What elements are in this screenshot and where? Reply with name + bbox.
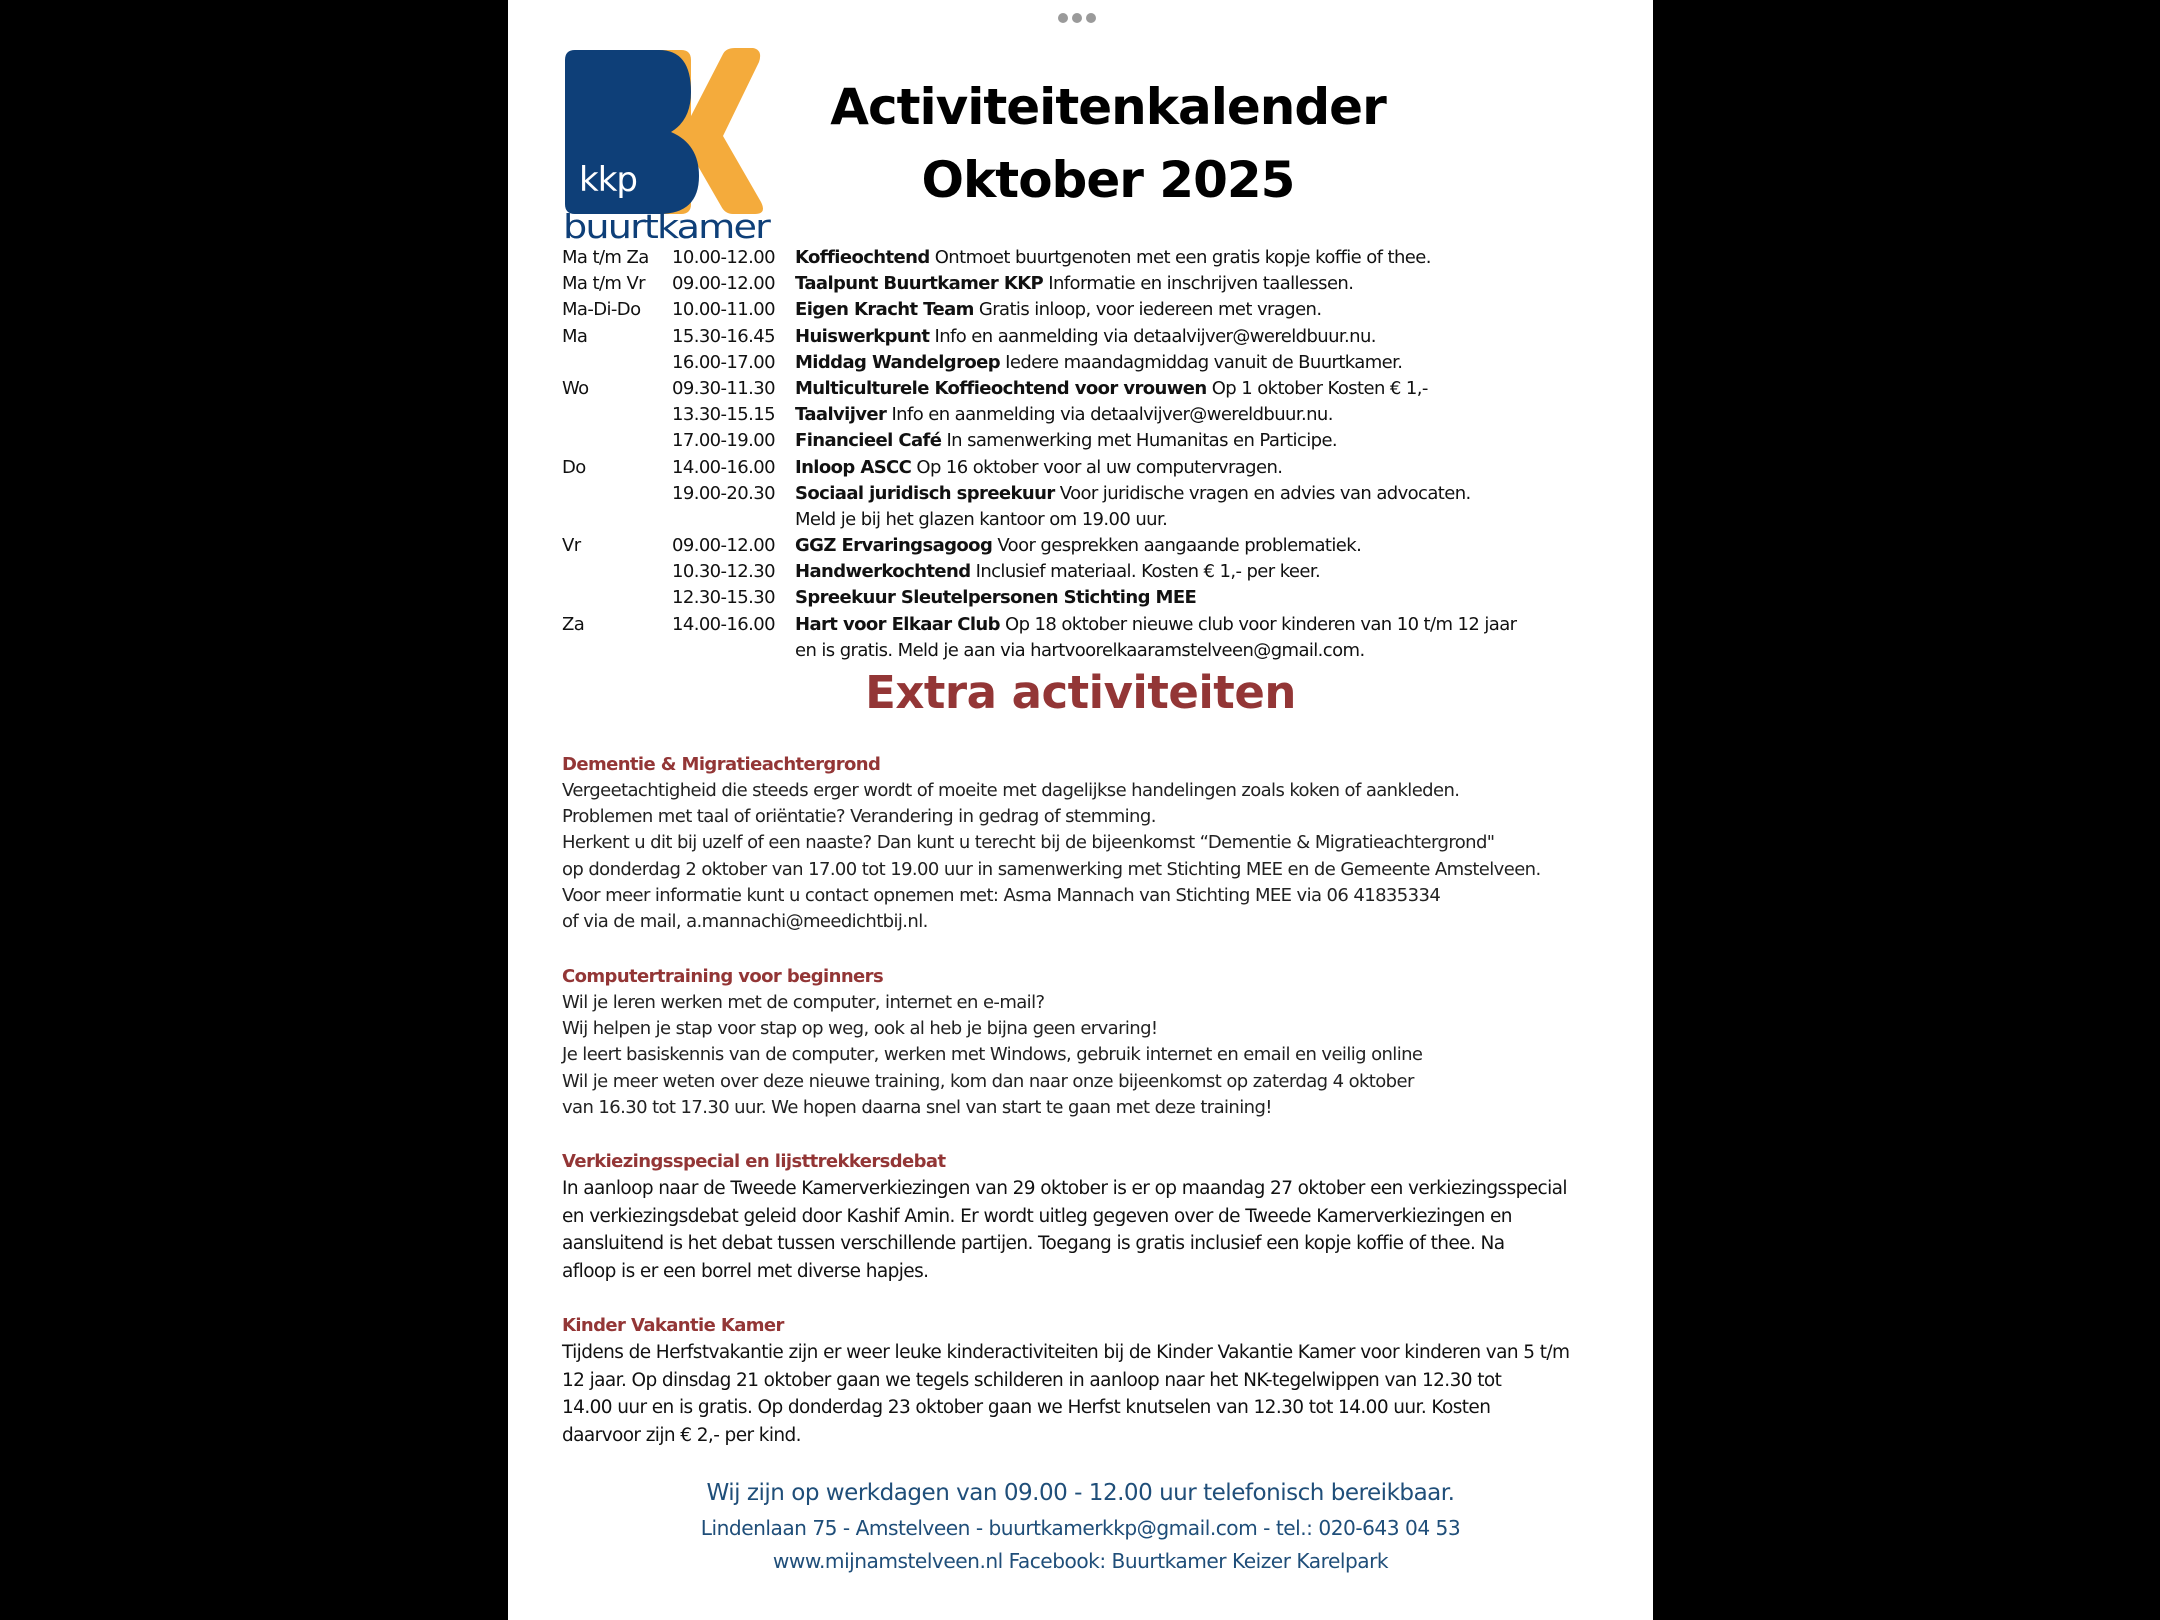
dot <box>1086 13 1096 23</box>
section-line: Herkent u dit bij uzelf of een naaste? Dan kunt u terecht bij de bijeenkomst “Dementie & Migratieachtergrond" <box>562 832 1495 854</box>
schedule-time: 15.30-16.45 <box>672 325 775 347</box>
dot <box>1058 13 1068 23</box>
activity-text: en is gratis. Meld je aan via hartvoorelkaaramstelveen@gmail.com. <box>795 639 1365 661</box>
schedule-time: 09.00-12.00 <box>672 273 775 295</box>
schedule-row <box>562 271 1642 297</box>
section-line: op donderdag 2 oktober van 17.00 tot 19.00 uur in samenwerking met Stichting MEE en de Gemeente Amstelveen. <box>562 858 1541 880</box>
schedule-time: 10.30-12.30 <box>672 561 775 583</box>
activity-title: Spreekuur Sleutelpersonen Stichting MEE <box>795 587 1197 609</box>
schedule-description <box>795 455 1282 481</box>
activity-title: Huiswerkpunt <box>795 325 930 347</box>
schedule-description <box>795 324 1376 350</box>
activity-text: Voor juridische vragen en advies van advocaten. <box>1054 482 1471 504</box>
activity-text: Voor gesprekken aangaande problematiek. <box>992 535 1362 557</box>
schedule-row <box>562 638 1642 664</box>
section-dementie <box>562 752 1642 935</box>
activity-text: Info en aanmelding via detaalvijver@wereldbuur.nu. <box>929 325 1376 347</box>
activity-title: Taalpunt Buurtkamer KKP <box>795 273 1044 295</box>
section-line: aansluitend is het debat tussen verschillende partijen. Toegang is gratis inclusief een kopje koffie of thee. Na <box>562 1233 1505 1254</box>
section-line: van 16.30 tot 17.30 uur. We hopen daarna snel van start te gaan met deze training! <box>562 1096 1272 1118</box>
weekly-schedule <box>562 245 1642 664</box>
activity-text: Info en aanmelding via detaalvijver@wereldbuur.nu. <box>886 404 1333 426</box>
schedule-day: Ma t/m Za <box>562 247 649 268</box>
activity-title: Middag Wandelgroep <box>795 351 1001 373</box>
schedule-time: 09.00-12.00 <box>672 535 775 557</box>
schedule-time: 19.00-20.30 <box>672 482 775 504</box>
activity-text: Op 18 oktober nieuwe club voor kinderen van 10 t/m 12 jaar <box>999 613 1517 635</box>
schedule-row <box>562 350 1642 376</box>
section-line: Wil je leren werken met de computer, internet en e-mail? <box>562 992 1045 1013</box>
schedule-description <box>795 402 1333 428</box>
schedule-description <box>795 612 1516 638</box>
section-line: Tijdens de Herfstvakantie zijn er weer leuke kinderactiviteiten bij de Kinder Vakantie Kamer voor kinderen van 5 t/m <box>562 1342 1570 1363</box>
section-line: Vergeetachtigheid die steeds erger wordt of moeite met dagelijkse handelingen zoals koken of aankleden. <box>562 780 1460 801</box>
section-title: Verkiezingsspecial en lijsttrekkersdebat <box>562 1151 946 1172</box>
activity-title: Koffieochtend <box>795 247 930 268</box>
section-line: afloop is er een borrel met diverse hapjes. <box>562 1260 929 1282</box>
schedule-row <box>562 559 1642 585</box>
activity-title: Handwerkochtend <box>795 561 971 583</box>
section-line: Voor meer informatie kunt u contact opnemen met: Asma Mannach van Stichting MEE via 06 41835334 <box>562 884 1441 906</box>
section-line: Problemen met taal of oriëntatie? Verandering in gedrag of stemming. <box>562 806 1156 828</box>
schedule-day: Do <box>562 456 586 478</box>
footer-web-links: www.mijnamstelveen.nl Facebook: Buurtkamer Keizer Karelpark <box>772 1549 1389 1573</box>
schedule-row <box>562 402 1642 428</box>
footer-phone-hours: Wij zijn op werkdagen van 09.00 - 12.00 uur telefonisch bereikbaar. <box>706 1480 1455 1506</box>
activity-text: Op 16 oktober voor al uw computervragen. <box>911 456 1283 478</box>
activity-text: Meld je bij het glazen kantoor om 19.00 uur. <box>795 508 1168 530</box>
schedule-row <box>562 455 1642 481</box>
section-title: Kinder Vakantie Kamer <box>562 1315 784 1336</box>
buurtkamer-logo <box>563 48 773 242</box>
footer-address: Lindenlaan 75 - Amstelveen - buurtkamerkkp@gmail.com - tel.: 020-643 04 53 <box>700 1516 1461 1540</box>
schedule-row <box>562 612 1642 638</box>
activity-title: Inloop ASCC <box>795 456 912 478</box>
section-computertraining <box>562 964 1642 1121</box>
schedule-time: 10.00-11.00 <box>672 299 775 321</box>
section-line: Wij helpen je stap voor stap op weg, ook al heb je bijna geen ervaring! <box>562 1018 1158 1040</box>
activity-title: Taalvijver <box>795 404 887 426</box>
activity-title: Hart voor Elkaar Club <box>795 613 1000 635</box>
schedule-description <box>795 585 1196 611</box>
schedule-day: Za <box>562 613 585 635</box>
schedule-description <box>795 428 1337 454</box>
page-title: Activiteitenkalender <box>830 78 1386 136</box>
schedule-time: 14.00-16.00 <box>672 613 775 635</box>
schedule-time: 13.30-15.15 <box>672 404 775 426</box>
logo-word-text: buurtkamer <box>563 207 772 242</box>
extra-activities-heading: Extra activiteiten <box>865 666 1296 719</box>
page-subtitle-month: Oktober 2025 <box>921 151 1295 209</box>
section-title: Computertraining voor beginners <box>562 966 884 987</box>
schedule-row <box>562 507 1642 533</box>
schedule-description <box>795 297 1322 323</box>
schedule-description <box>795 638 1365 664</box>
section-line: 12 jaar. Op dinsdag 21 oktober gaan we tegels schilderen in aanloop naar het NK-tegelwippen van 12.30 tot <box>562 1369 1502 1391</box>
schedule-description <box>795 481 1471 507</box>
activity-title: Sociaal juridisch spreekuur <box>795 482 1055 504</box>
section-line: 14.00 uur en is gratis. Op donderdag 23 oktober gaan we Herfst knutselen van 12.30 tot 14.00 uur. Kosten <box>562 1397 1491 1418</box>
schedule-row <box>562 376 1642 402</box>
activity-title: GGZ Ervaringsagoog <box>795 535 993 557</box>
document-page <box>508 0 1653 1620</box>
schedule-description <box>795 376 1428 402</box>
activity-text: Gratis inloop, voor iedereen met vragen. <box>973 299 1322 321</box>
schedule-description <box>795 350 1402 376</box>
schedule-day: Ma <box>562 325 588 347</box>
schedule-description <box>795 271 1353 297</box>
section-line: en verkiezingsdebat geleid door Kashif Amin. Er wordt uitleg gegeven over de Tweede Kamerverkiezingen en <box>562 1205 1512 1227</box>
activity-title: Financieel Café <box>795 430 942 452</box>
section-line: of via de mail, a.mannachi@meedichtbij.nl. <box>562 910 928 932</box>
schedule-description <box>795 507 1167 533</box>
schedule-day: Vr <box>562 535 581 557</box>
schedule-row <box>562 533 1642 559</box>
section-line: Je leert basiskennis van de computer, werken met Windows, gebruik internet en email en veilig online <box>562 1044 1423 1066</box>
schedule-time: 17.00-19.00 <box>672 430 775 452</box>
section-kinder-vakantie-kamer <box>562 1313 1642 1449</box>
schedule-row <box>562 481 1642 507</box>
activity-text: Iedere maandagmiddag vanuit de Buurtkamer. <box>1000 351 1403 373</box>
more-options-icon[interactable] <box>1058 13 1096 23</box>
schedule-time: 09.30-11.30 <box>672 377 775 399</box>
schedule-description <box>795 533 1361 559</box>
section-line: Wil je meer weten over deze nieuwe training, kom dan naar onze bijeenkomst op zaterdag 4 oktober <box>562 1070 1414 1092</box>
schedule-day: Wo <box>562 377 589 399</box>
activity-text: Ontmoet buurtgenoten met een gratis kopje koffie of thee. <box>929 247 1431 268</box>
schedule-day: Ma-Di-Do <box>562 299 641 321</box>
schedule-row <box>562 245 1642 271</box>
schedule-description <box>795 245 1431 271</box>
section-line: daarvoor zijn € 2,- per kind. <box>562 1424 801 1446</box>
activity-text: Op 1 oktober Kosten € 1,- <box>1206 377 1428 399</box>
section-title: Dementie & Migratieachtergrond <box>562 754 881 775</box>
schedule-time: 10.00-12.00 <box>672 247 775 268</box>
schedule-row <box>562 585 1642 611</box>
schedule-time: 16.00-17.00 <box>672 351 775 373</box>
section-line: In aanloop naar de Tweede Kamerverkiezingen van 29 oktober is er op maandag 27 oktober een verkiezingsspecial <box>562 1178 1567 1199</box>
activity-text: In samenwerking met Humanitas en Participe. <box>941 430 1338 452</box>
schedule-time: 12.30-15.30 <box>672 587 775 609</box>
dot <box>1072 13 1082 23</box>
schedule-row <box>562 428 1642 454</box>
activity-title: Eigen Kracht Team <box>795 299 974 321</box>
activity-text: Inclusief materiaal. Kosten € 1,- per keer. <box>970 561 1321 583</box>
schedule-row <box>562 297 1642 323</box>
schedule-day: Ma t/m Vr <box>562 273 645 295</box>
activity-text: Informatie en inschrijven taallessen. <box>1043 273 1354 295</box>
activity-title: Multiculturele Koffieochtend voor vrouwen <box>795 377 1207 399</box>
schedule-row <box>562 324 1642 350</box>
section-verkiezingsspecial <box>562 1149 1642 1285</box>
schedule-description <box>795 559 1320 585</box>
schedule-time: 14.00-16.00 <box>672 456 775 478</box>
logo-mark-text: kkp <box>579 160 637 200</box>
